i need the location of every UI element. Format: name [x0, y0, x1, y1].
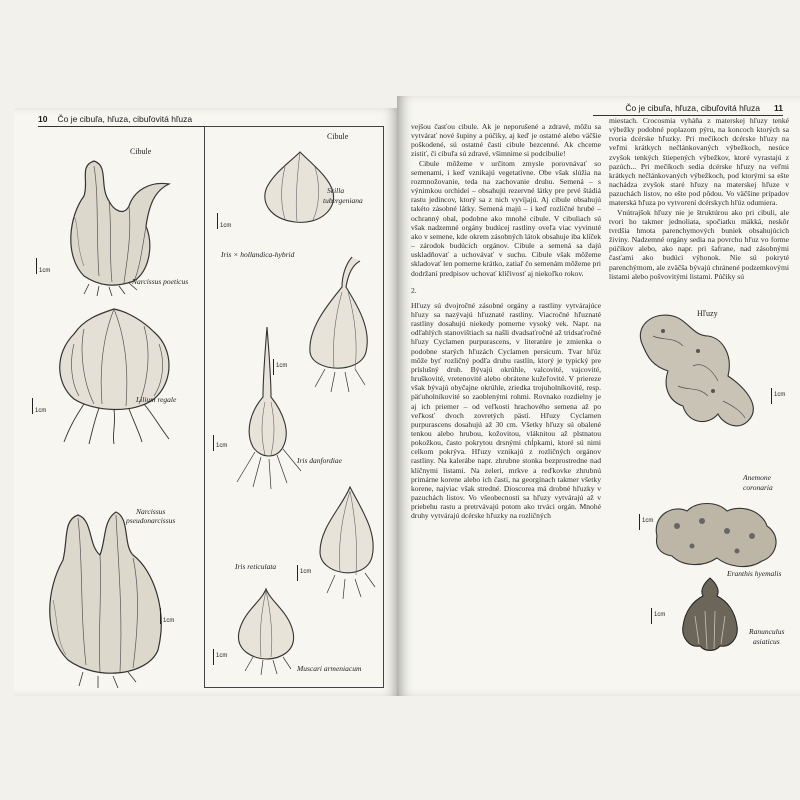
figure-panel: Cibule Scilla tubergeniana 1cm Iris × hollandica-hybrid 1cm Iris danfordiae 1cm Iris reticulata 1cm Muscari armeniacum 1cm	[204, 126, 384, 688]
right-column-1	[411, 122, 601, 694]
label-narcissus-poeticus: Narcissus poeticus	[132, 277, 189, 286]
eranthis-hyemalis-drawing	[647, 496, 787, 576]
iris-danfordiae-drawing	[225, 327, 305, 497]
iris-hollandica-drawing	[300, 257, 375, 397]
left-page: 10 Čo je cibuľa, hľuza, cibuľovitá hľuza Cibule Narcissus poeticus 1cm Lilium regale 1cm Narcissus pseudonarcissus 1cm Cibule Scilla tubergeniana 1cm Iris × hollandica-hybrid 1cm Iris danfordiae 1cm Iris reticulata 1cm Muscari armeniacum 1cm	[14, 108, 397, 696]
narcissus-pseudonarcissus-drawing	[38, 500, 188, 690]
label-anemone-1: Anemone	[743, 473, 771, 482]
label-iris-hollandica: Iris × hollandica-hybrid	[221, 250, 295, 259]
left-running-title: Čo je cibuľa, hľuza, cibuľovitá hľuza	[57, 114, 193, 124]
book-spread	[14, 96, 800, 696]
label-narcissus-2: pseudonarcissus	[126, 516, 176, 525]
label-ranunculus-1: Ranunculus	[749, 627, 785, 636]
paragraph: Vnútrajšok hľuzy nie je štruktúrou ako pri cibuli, ale tvorí ho takmer jednoliata, spočiatku mäkká, neskôr tvrdšia hmota parenchymových buniek obsahujúcich živiny. Nadzemné orgány sedia na povrchu hľuz vo forme púčikov alebo, ako napr. pri šafrane, nad zásobnými časťami ako budúci výhonok. Nie sú pokryté parenchýmom, ale zväčša bývajú chránené podzemkovými listami alebo pošvovitými listami. Púčiky sú	[609, 207, 789, 281]
label-lilium-regale: Lilium regale	[136, 395, 177, 404]
right-running-title: Čo je cibuľa, hľuza, cibuľovitá hľuza	[625, 103, 760, 113]
narcissus-poeticus-drawing	[54, 156, 194, 296]
right-running-head	[593, 103, 783, 116]
label-eranthis: Eranthis hyemalis	[727, 569, 782, 578]
section-number: 2.	[411, 285, 417, 295]
label-ranunculus-2: asiaticus	[753, 637, 780, 646]
label-muscari: Muscari armeniacum	[297, 664, 362, 673]
left-page-number: 10	[38, 114, 48, 124]
anemone-coronaria-drawing	[623, 306, 773, 456]
cibule-heading-2: Cibule	[327, 132, 349, 141]
left-running-head	[38, 114, 208, 127]
right-page-number: 11	[774, 103, 783, 113]
label-iris-reticulata: Iris reticulata	[235, 562, 277, 571]
muscari-drawing	[231, 587, 301, 677]
paragraph: Cibule môžeme v určitom zmysle porovnávať so semenami, i keď vznikajú vegetatívne. Obe však slúžia na rozmnožovanie, teda na zachovanie druhu. Semená – s výnimkou orchideí – obsahujú rezervné látky pre prvé štádiá rastu jedincov, ktorý sa z nich vyvíjajú. Aj cibule obsahujú takéto zásobné látky. Semená majú – i keď rozličné hrubé – ochranný obal, podobne ako mnohé cibule. V cibuliach sú však nadzemné orgány budúcej rastliny oveľa viac vyvinuté ako v semene, kde okrem zásobných látok obsahuje iba klíček – zárodok budúcich orgánov. Cibule a semená sa dajú uskladňovať a uchovávať v suchu. Cibule však môžeme skladovať len pomerne krátko, zatiaľ čo semenám môžeme pri dodržaní predpisov uchovať klíčivosť aj niekoľko rokov.	[411, 158, 601, 278]
label-iris-danfordiae: Iris danfordiae	[297, 456, 342, 465]
iris-reticulata-drawing	[310, 487, 380, 607]
ranunculus-asiaticus-drawing	[675, 576, 745, 656]
label-scilla-2: tubergeniana	[323, 196, 363, 205]
label-scilla-1: Scilla	[327, 186, 345, 195]
label-narcissus-1: Narcissus	[136, 507, 166, 516]
right-page: Čo je cibuľa, hľuza, cibuľovitá hľuza 11 vejšou časťou cibule. Ak je neporušené a zdravé, môžu sa vytvárať nové šupiny a púčiky, aj keď je ostatné alebo väčšie poškodené, sú ostatné časti cibule bezcenné. Ak chceme zistiť, či cibuľa sú zdravé, všimnime si podcibulie! Cibule môžeme v určitom zmysle porovnávať so semenami, i keď vznikajú vegetatívne. Obe však slúžia na rozmnožovanie, teda na zachovanie druhu. Semená – s výnimkou orchideí – obsahujú rezervné látky pre prvé štádiá rastu jedincov, ktorý sa z nich vyvíjajú. Aj cibule obsahujú takéto zásobné látky. Semená majú – i keď rozličné hrubé – ochranný obal, podobne ako mnohé cibule. V cibuliach sú však nadzemné orgány budúcej rastliny oveľa viac vyvinuté ako v semene, kde okrem zásobných látok obsahuje iba klíček – zárodok budúcich orgánov. Cibule a semená sa dajú uskladňovať a uchovávať v suchu. Cibule však môžeme skladovať len pomerne krátko, zatiaľ čo semenám môžeme pri dodržaní predpisov uchovať klíčivosť aj niekoľko rokov. 2. Hľuzy sú dvojročné zásobné orgány a rastliny vytvárajúce hľuzy sa nazývajú hľuznaté rastliny. Viacročné hľuznaté rastliny dosahujú niekedy pomerne vysoký vek. Napr. na odľahlých stanovištiach sa našli dvadsaťročné až tridsaťročné hľuzy Cyclamen purpurascens, v literatúre je zmienka o podobne starých hľuzách Cyclamen persicum. Tvar hľúz môže byť rozličný podľa druhu rastlín, ktorý je typický pre príslušný druh. Bývajú okrúhle, valcovité, vajcovité, hruškovité, vretenovité alebo obrátene kužeľovité. V priereze však bývajú obyčajne okrúhle, zriedka trojuholníkovité, resp. päťuholníkovité so zaoblenými rohmi. Rovnako rozdielny je aj ich priemer – od veľkosti hrachového semena až po veľkosť dvoch zovretých pästí. Hľuzy Cyclamen purpurascens dosahujú až 30 cm. Všetky hľuzy sú obalené tenkou alebo hrubou, kožovitou, vláknitou až plstnatou pokožkou, často pokrytou drsnými chĺpkami, ktoré sú nimi celkom pokrýva. Hľuzy vznikajú z rozličných orgánov rastliny. Na kalerábe napr. zhrubne stonka bezprostredne nad klíčnymi listami. Na zeleri, mrkve a reďkovke zhrubnú primárne korene alebo ich časti, na georgínach takmer všetky korene, najviac však stredné. Dioscorea má drobné hľuzky v pazuchách listov. Vo všeobecnosti sa hľuzy vytvárajú až v priebehu rastu a pretrvávajú potom ako trváci orgán. Mnohé druhy vytvárajú dcérske hľuzky na rozličných miestach. Crocosmia vyháňa z materskej hľuzy tenké výbežky podobné poplazom pýru, na koncoch ktorých sa tvoria dcérske hľuzky. Pri mečíkoch dcérske hľuzy na veľmi krátkych nečlánkovaných výbežkoch, nesúce zvyšok tenkých štiepených výbežkov, ktoré vyrastajú z pazúch... Pri mečíkoch sedia dcérske hľuzy na veľmi krátkych nečlánkovaných výbežkoch, pod ktorými sa ešte nachádza zvyšok staré hľuzy na materskej hľuze v pazuchách listov, no ešte pod pôdou. Vo väčšine prípadov materská hľuza po vytvorení dcérskych hľúz odumiera. Vnútrajšok hľuzy nie je štruktúrou ako pri cibuli, ale tvorí ho takmer jednoliata, spočiatku mäkká, neskôr tvrdšia hmota parenchymových buniek obsahujúcich živiny. Nadzemné orgány sedia na povrchu hľuz vo forme púčikov alebo, ako napr. pri šafrane, nad zásobnými časťami ako budúci výhonok. Nie sú pokryté parenchýmom, ale zväčša bývajú chránené podzemkovými listami alebo pošvovitými listami. Púčiky sú Hľuzy 1cm Anemone coronaria 1cm Eranthis hyemalis 1cm Ranunculus asiaticus	[397, 96, 800, 696]
right-column-2	[609, 116, 789, 306]
paragraph: vejšou časťou cibule. Ak je neporušené a zdravé, môžu sa vytvárať nové šupiny a púčiky, aj keď je ostatné alebo väčšie poškodené, sú ostatné časti cibule bezcenné. Ak chceme zistiť, či cibuľa sú zdravé, všimnime si podcibulie!	[411, 122, 601, 159]
cibule-heading-1: Cibule	[130, 147, 152, 156]
paragraph: miestach. Crocosmia vyháňa z materskej hľuzy tenké výbežky podobné poplazom pýru, na koncoch ktorých sa tvoria dcérske hľuzky. Pri mečíkoch dcérske hľuzy na veľmi krátkych nečlánkovaných výbežkoch, nesúce zvyšok tenkých štiepených výbežkov, ktoré vyrastajú z pazúch... Pri mečíkoch sedia dcérske hľuzy na veľmi krátkych nečlánkovaných výbežkoch, pod ktorými sa ešte nachádza zvyšok staré hľuzy na materskej hľuze v pazuchách listov, no ešte pod pôdou. Vo väčšine prípadov materská hľuza po vytvorení dcérskych hľúz odumiera.	[609, 116, 789, 208]
lilium-regale-drawing	[44, 304, 194, 444]
hluzy-heading: Hľuzy	[697, 309, 718, 318]
paragraph: Hľuzy sú dvojročné zásobné orgány a rastliny vytvárajúce hľuzy sa nazývajú hľuznaté rastliny. Viacročné hľuznaté rastliny dosahujú niekedy pomerne vysoký vek. Napr. na odľahlých stanovištiach sa našli dvadsaťročné až tridsaťročné hľuzy Cyclamen purpurascens, v literatúre je zmienka o podobne starých hľuzách Cyclamen persicum. Tvar hľúz môže byť rozličný podľa druhu rastlín, ktorý je typický pre príslušný druh. Bývajú okrúhle, valcovité, vajcovité, hruškovité, vretenovité alebo obrátene kužeľovité. V priereze však bývajú obyčajne okrúhle, zriedka trojuholníkovité, resp. päťuholníkovité so zaoblenými rohmi. Rovnako rozdielny je aj ich priemer – od veľkosti hrachového semena až po veľkosť dvoch zovretých pästí. Hľuzy Cyclamen purpurascens dosahujú až 30 cm. Všetky hľuzy sú obalené tenkou alebo hrubou, kožovitou, vláknitou až plstnatou pokožkou, často pokrytou drsnými chĺpkami, ktoré sú nimi celkom pokrýva. Hľuzy vznikajú z rozličných orgánov rastliny. Na kalerábe napr. zhrubne stonka bezprostredne nad klíčnymi listami. Na zeleri, mrkve a reďkovke zhrubnú primárne korene alebo ich časti, na georgínach takmer všetky korene, najviac však stredné. Dioscorea má drobné hľuzky v pazuchách listov. Vo všeobecnosti sa hľuzy vytvárajú až v priebehu rastu a pretrvávajú potom ako trváci orgán. Mnohé druhy vytvárajú dcérske hľuzky na rozličných	[411, 300, 601, 521]
label-anemone-2: coronaria	[743, 483, 773, 492]
